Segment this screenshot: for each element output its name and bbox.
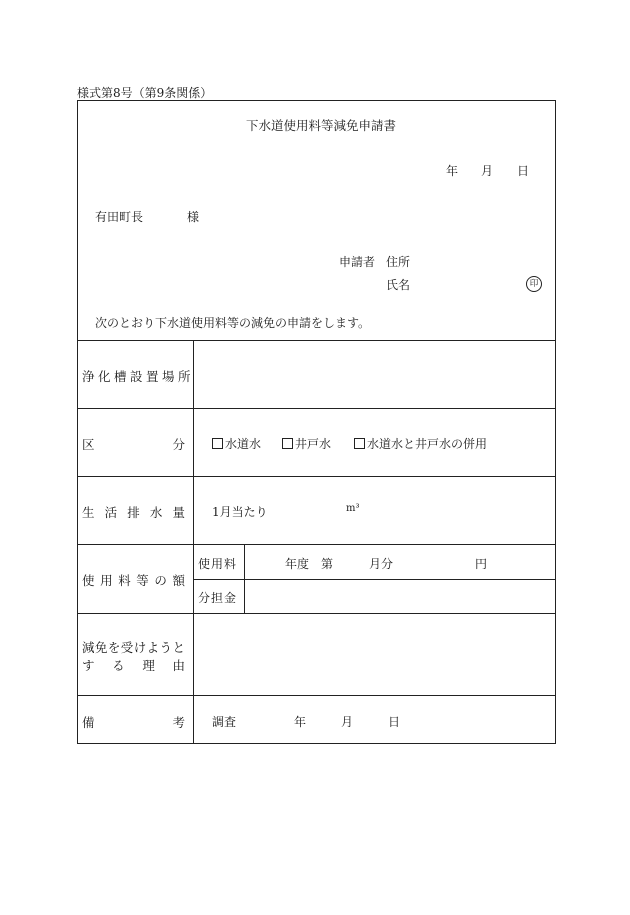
remarks-survey: 調査 xyxy=(212,715,237,729)
date-month: 月 xyxy=(481,164,494,178)
divider-header-bottom xyxy=(77,340,556,341)
date-day: 日 xyxy=(517,164,530,178)
septic-location-label: 浄化槽設置場所 xyxy=(82,369,195,384)
form-number: 様式第8号（第9条関係） xyxy=(77,86,213,100)
remarks-year: 年 xyxy=(294,715,307,729)
date-year: 年 xyxy=(446,164,459,178)
checkbox-icon[interactable] xyxy=(282,438,293,449)
divider-fee-inner xyxy=(193,579,556,580)
checkbox-icon[interactable] xyxy=(212,438,223,449)
divider-fee-subcolumn xyxy=(244,544,245,613)
drainage-unit: m³ xyxy=(346,503,360,514)
divider-row-1 xyxy=(77,408,556,409)
remarks-month: 月 xyxy=(341,715,354,729)
option-well-water[interactable]: 井戸水 xyxy=(282,435,331,452)
divider-row-4 xyxy=(77,613,556,614)
usage-fee-fiscal-year: 年度 xyxy=(285,557,310,571)
applicant-name-label: 氏名 xyxy=(386,278,411,292)
divider-row-2 xyxy=(77,476,556,477)
fees-label: 使 用 料 等 の 額 xyxy=(82,573,185,588)
applicant-address-label: 住所 xyxy=(386,255,411,269)
applicant-label: 申請者 xyxy=(339,255,376,269)
divider-row-3 xyxy=(77,544,556,545)
option-combined[interactable]: 水道水と井戸水の併用 xyxy=(354,435,487,452)
divider-row-5 xyxy=(77,695,556,696)
addressee-name: 有田町長 xyxy=(95,210,144,224)
form-title: 下水道使用料等減免申請書 xyxy=(246,118,397,133)
remarks-day: 日 xyxy=(388,715,401,729)
checkbox-icon[interactable] xyxy=(354,438,365,449)
option-tap-water[interactable]: 水道水 xyxy=(212,435,261,452)
remarks-label: 備 考 xyxy=(82,715,185,730)
usage-fee-month-portion: 月分 xyxy=(369,557,394,571)
classification-label: 区 分 xyxy=(82,437,185,452)
divider-label-column xyxy=(193,340,194,744)
seal-mark: 印 xyxy=(526,276,542,292)
application-statement: 次のとおり下水道使用料等の減免の申請をします。 xyxy=(95,316,371,330)
reason-label-line2: す る 理 由 xyxy=(82,658,185,673)
usage-fee-ordinal: 第 xyxy=(321,557,334,571)
addressee-honorific: 様 xyxy=(187,210,200,224)
drainage-prefix: 1月当たり xyxy=(212,505,268,519)
drainage-label: 生 活 排 水 量 xyxy=(82,505,185,520)
contribution-label: 分担金 xyxy=(198,591,238,605)
usage-fee-label: 使用料 xyxy=(198,557,238,571)
usage-fee-yen: 円 xyxy=(475,557,488,571)
reason-label-line1: 減 免 を 受 け よ う と xyxy=(82,640,185,655)
